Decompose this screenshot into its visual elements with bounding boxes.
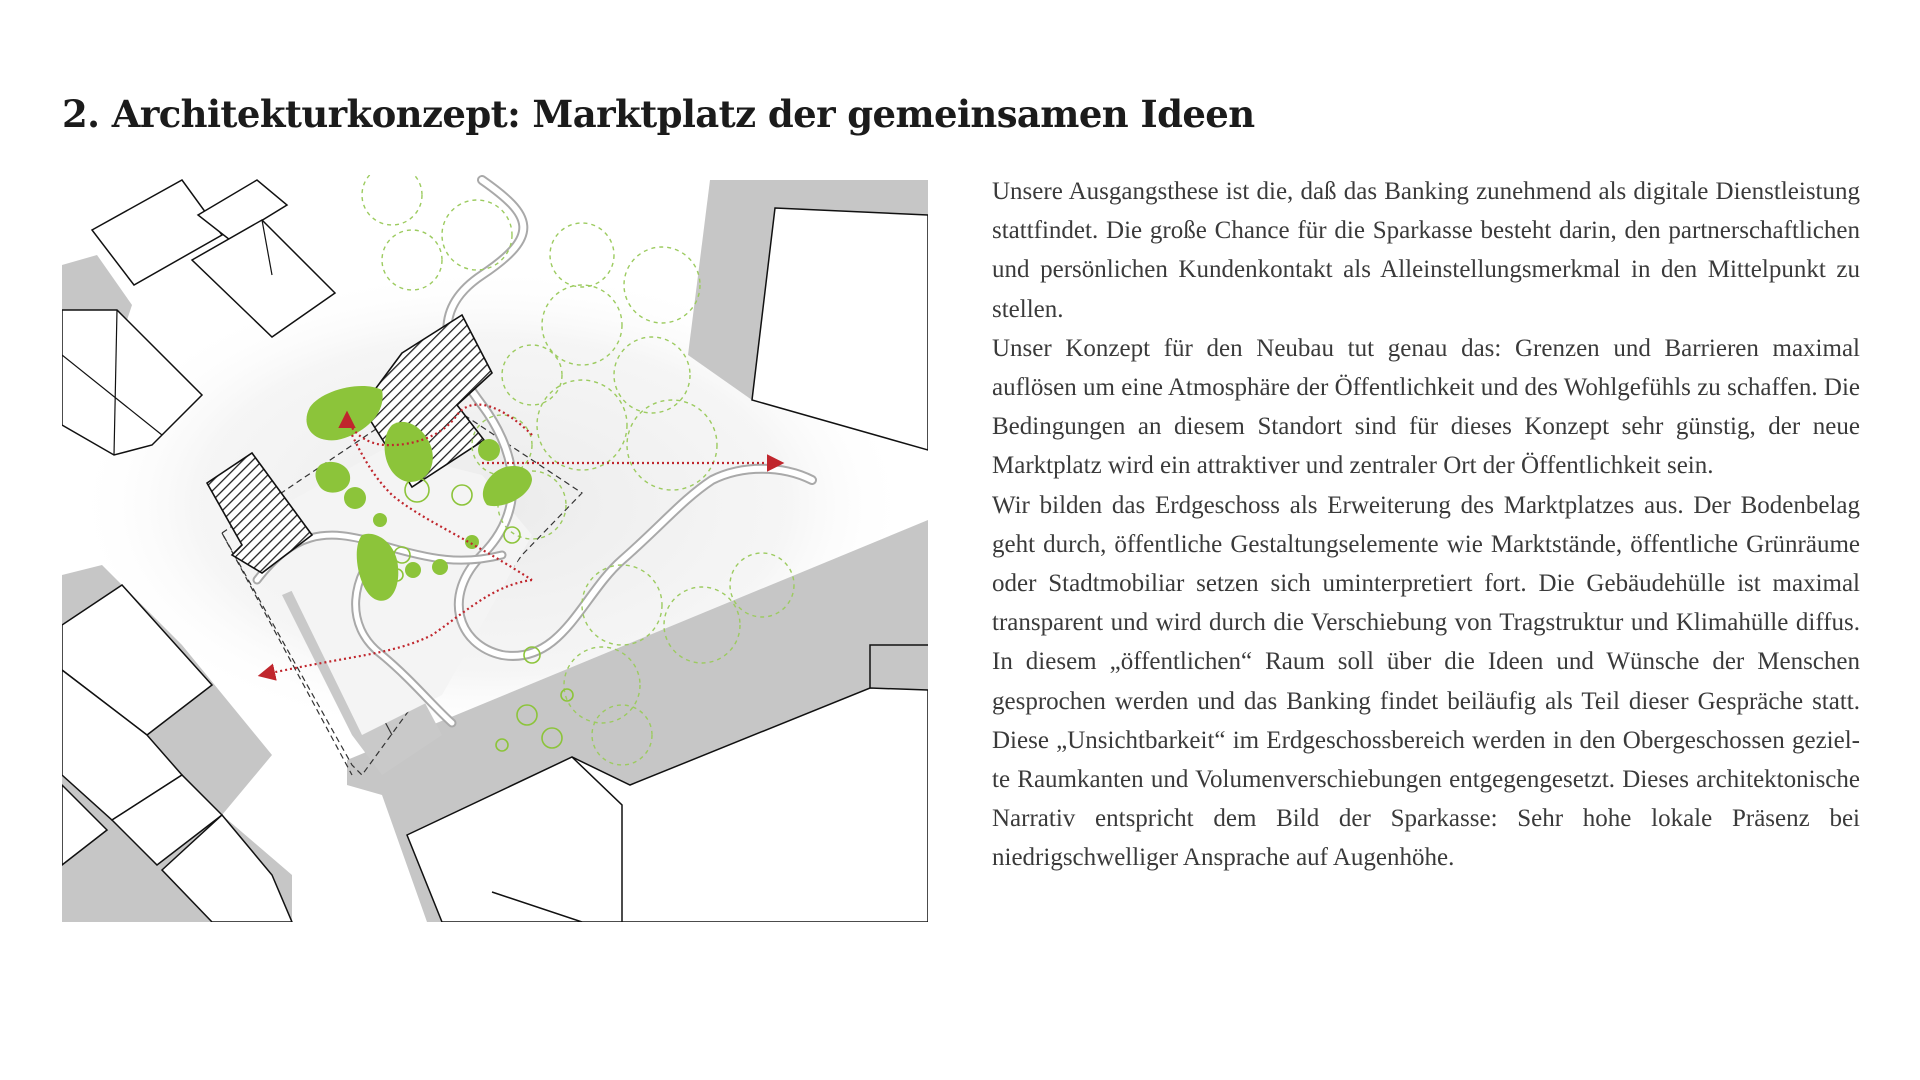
paragraph-3: Wir bilden das Erdgeschoss als Erweiterung des Marktplatzes aus. Der Bodenbelag geht durch, öffentliche Gestaltungselemente wie Marktstände, öffentliche Grünräume oder Stadtmobiliar setzen sich uminterpretiert fort. Die Gebäudehülle ist maximal transparent und wird durch die Verschiebung von Tragstruktur und Klimahülle diffus. In diesem „öffentlichen“ Raum soll über die Ideen und Wünsche der Menschen gesprochen werden und das Banking findet beiläufig als Teil dieser Gespräche statt. Diese „Unsichtbarkeit“ im Erdgeschossbereich werden in den Obergeschossen gezielte Raumkanten und Volumenverschiebungen entgegengesetzt. Dieses architektonische Narrativ entspricht dem Bild der Sparkasse: Sehr hohe lokale Präsenz bei niedrigschwelliger Ansprache auf Augenhöhe. (992, 491, 1860, 872)
page-title: 2. Architekturkonzept: Marktplatz der gemeinsamen Ideen (62, 92, 1255, 136)
paragraph-1: Unsere Ausgangsthese ist die, daß das Banking zunehmend als digitale Dienstleistung stattfindet. Die große Chance für die Sparkasse besteht darin, den partnerschaftlichen und persönlichen Kundenkontakt als Alleinstellungsmerkmal in den Mittelpunkt zu stellen. (992, 178, 1860, 323)
body-text (992, 172, 1860, 878)
site-plan-diagram (62, 175, 928, 922)
paragraph-2: Unser Konzept für den Neubau tut genau das: Grenzen und Barrieren maximal auflösen um eine Atmosphäre der Öffentlichkeit und des Wohlgefühls zu schaffen. Die Bedingungen an diesem Standort sind für dieses Konzept sehr günstig, der neue Marktplatz wird ein attraktiver und zentraler Ort der Öffentlichkeit sein. (992, 334, 1860, 480)
